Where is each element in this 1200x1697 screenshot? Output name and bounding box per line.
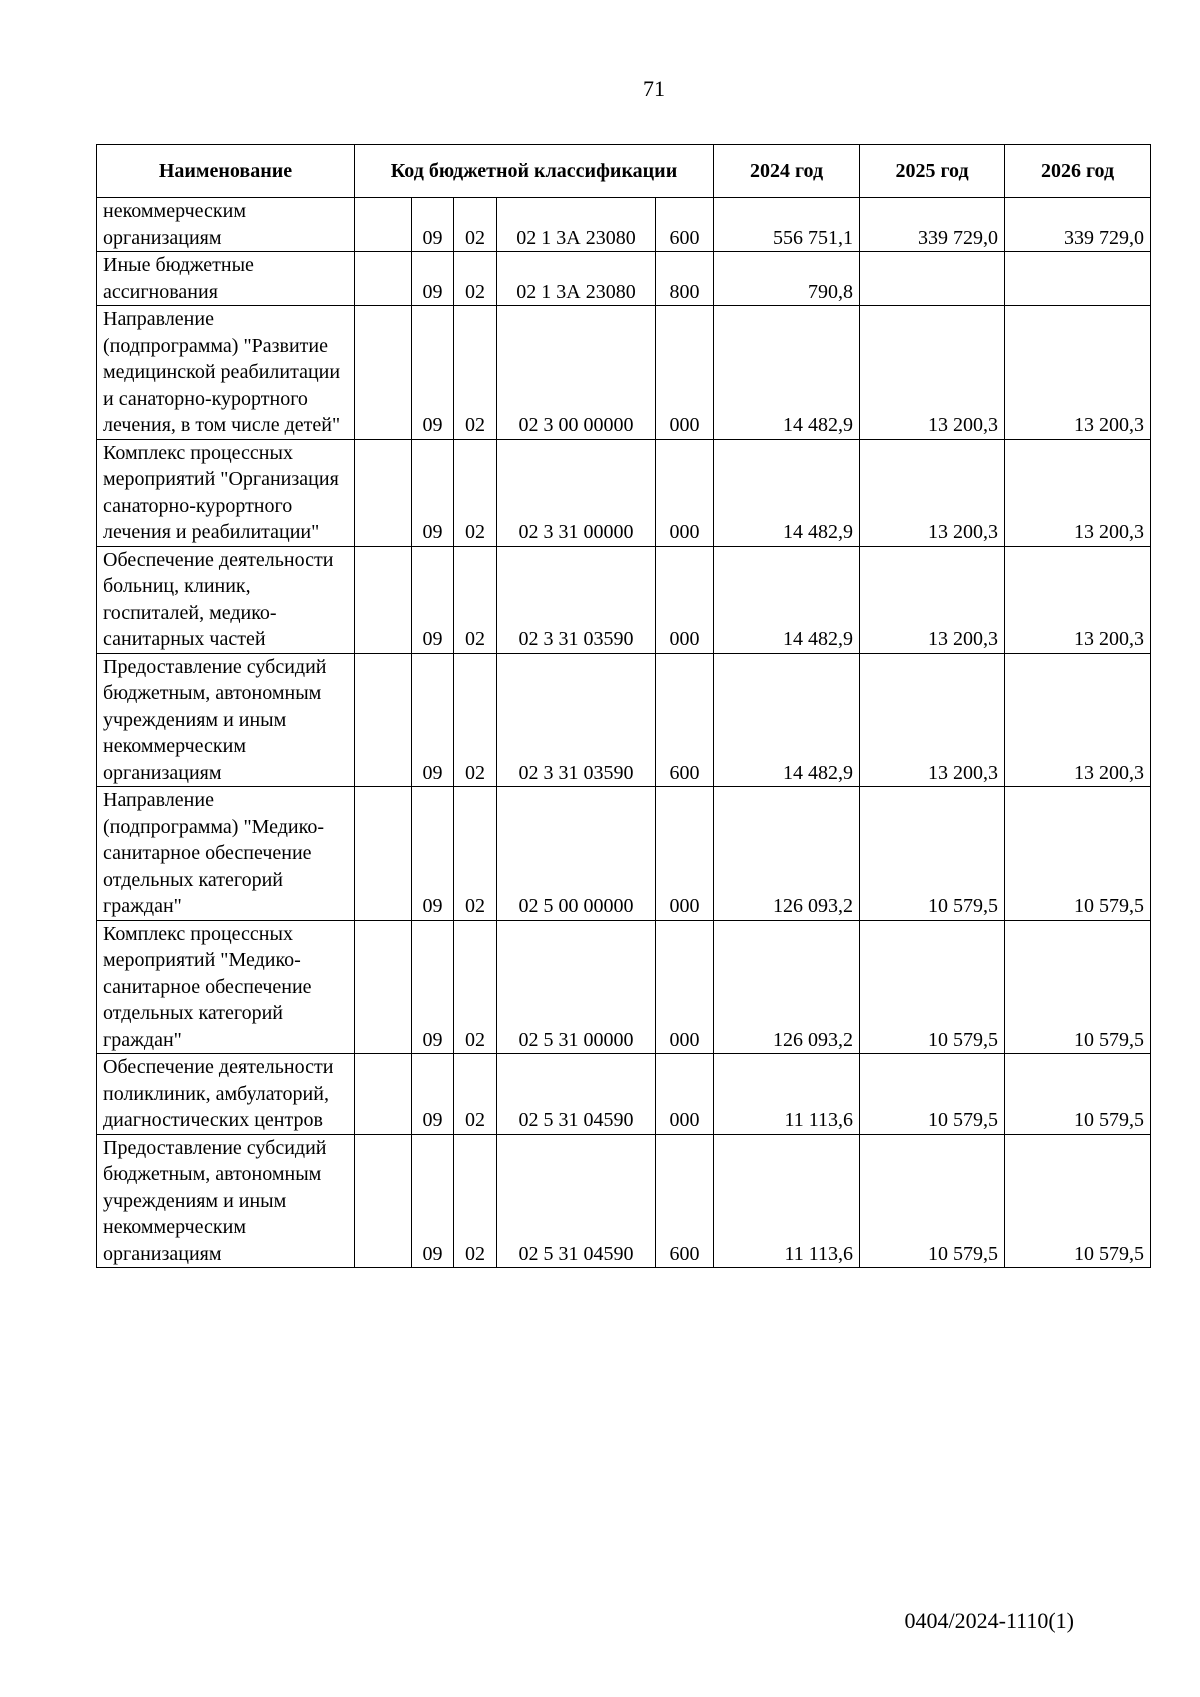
cell-section: 09 [412,306,454,440]
cell-expense-type: 000 [656,546,714,653]
cell-blank [355,1134,412,1268]
cell-value-2025: 13 200,3 [860,546,1005,653]
cell-expense-type: 000 [656,439,714,546]
cell-blank [355,787,412,921]
cell-expense-type: 000 [656,306,714,440]
cell-expense-type: 800 [656,252,714,306]
cell-value-2026: 13 200,3 [1005,439,1151,546]
cell-section: 09 [412,653,454,787]
budget-table [96,144,1151,1268]
cell-target-article: 02 3 31 03590 [497,546,656,653]
cell-section: 09 [412,546,454,653]
cell-value-2024: 126 093,2 [714,787,860,921]
cell-target-article: 02 5 00 00000 [497,787,656,921]
cell-name: некоммерческим организациям [97,198,355,252]
header-2026: 2026 год [1005,145,1151,198]
cell-blank [355,306,412,440]
cell-subsection: 02 [454,787,497,921]
cell-value-2025: 13 200,3 [860,653,1005,787]
cell-subsection: 02 [454,439,497,546]
cell-target-article: 02 3 31 00000 [497,439,656,546]
table-row [97,198,1151,252]
cell-section: 09 [412,198,454,252]
header-name: Наименование [97,145,355,198]
table-row [97,252,1151,306]
page-number: 71 [643,76,665,101]
cell-value-2024: 14 482,9 [714,546,860,653]
cell-value-2026: 10 579,5 [1005,1134,1151,1268]
cell-target-article: 02 3 00 00000 [497,306,656,440]
cell-subsection: 02 [454,920,497,1054]
table-row [97,653,1151,787]
cell-target-article: 02 5 31 00000 [497,920,656,1054]
table-body [97,198,1151,1268]
cell-blank [355,1054,412,1135]
cell-subsection: 02 [454,1054,497,1135]
cell-value-2025: 10 579,5 [860,1054,1005,1135]
cell-name: Комплекс процессных мероприятий "Организация санаторно-курортного лечения и реабилитации" [97,439,355,546]
cell-value-2024: 11 113,6 [714,1054,860,1135]
cell-value-2025: 10 579,5 [860,1134,1005,1268]
header-code: Код бюджетной классификации [355,145,714,198]
cell-value-2024: 14 482,9 [714,306,860,440]
cell-blank [355,439,412,546]
cell-target-article: 02 3 31 03590 [497,653,656,787]
cell-section: 09 [412,1054,454,1135]
cell-value-2026: 10 579,5 [1005,920,1151,1054]
cell-name: Направление (подпрограмма) "Медико-санитарное обеспечение отдельных категорий граждан" [97,787,355,921]
table-row [97,306,1151,440]
cell-value-2024: 790,8 [714,252,860,306]
cell-value-2025: 10 579,5 [860,787,1005,921]
cell-value-2026: 13 200,3 [1005,306,1151,440]
table-row [97,1054,1151,1135]
cell-value-2024: 556 751,1 [714,198,860,252]
cell-blank [355,252,412,306]
cell-name: Обеспечение деятельности поликлиник, амбулаторий, диагностических центров [97,1054,355,1135]
cell-value-2024: 126 093,2 [714,920,860,1054]
cell-value-2025 [860,252,1005,306]
cell-value-2026 [1005,252,1151,306]
cell-expense-type: 000 [656,920,714,1054]
cell-target-article: 02 1 3А 23080 [497,198,656,252]
cell-blank [355,920,412,1054]
cell-value-2024: 11 113,6 [714,1134,860,1268]
cell-blank [355,546,412,653]
header-2024: 2024 год [714,145,860,198]
table-header-row [97,145,1151,198]
cell-expense-type: 000 [656,787,714,921]
cell-section: 09 [412,787,454,921]
cell-value-2026: 339 729,0 [1005,198,1151,252]
cell-subsection: 02 [454,198,497,252]
cell-value-2024: 14 482,9 [714,439,860,546]
cell-target-article: 02 5 31 04590 [497,1134,656,1268]
cell-name: Иные бюджетные ассигнования [97,252,355,306]
cell-subsection: 02 [454,306,497,440]
cell-name: Предоставление субсидий бюджетным, автономным учреждениям и иным некоммерческим организациям [97,1134,355,1268]
cell-target-article: 02 1 3А 23080 [497,252,656,306]
cell-expense-type: 000 [656,1054,714,1135]
cell-blank [355,198,412,252]
table-row [97,1134,1151,1268]
cell-blank [355,653,412,787]
cell-section: 09 [412,439,454,546]
table-row [97,546,1151,653]
cell-name: Направление (подпрограмма) "Развитие медицинской реабилитации и санаторно-курортного лечения, в том числе детей" [97,306,355,440]
cell-value-2025: 10 579,5 [860,920,1005,1054]
document-code: 0404/2024-1110(1) [904,1608,1074,1633]
cell-subsection: 02 [454,546,497,653]
table-row [97,787,1151,921]
cell-subsection: 02 [454,1134,497,1268]
cell-section: 09 [412,920,454,1054]
cell-value-2026: 13 200,3 [1005,546,1151,653]
cell-subsection: 02 [454,252,497,306]
cell-expense-type: 600 [656,653,714,787]
cell-name: Комплекс процессных мероприятий "Медико-санитарное обеспечение отдельных категорий граждан" [97,920,355,1054]
table-row [97,439,1151,546]
cell-value-2025: 13 200,3 [860,439,1005,546]
cell-section: 09 [412,252,454,306]
cell-name: Предоставление субсидий бюджетным, автономным учреждениям и иным некоммерческим организациям [97,653,355,787]
cell-name: Обеспечение деятельности больниц, клиник, госпиталей, медико-санитарных частей [97,546,355,653]
cell-value-2026: 10 579,5 [1005,787,1151,921]
header-2025: 2025 год [860,145,1005,198]
cell-value-2025: 13 200,3 [860,306,1005,440]
cell-value-2026: 10 579,5 [1005,1054,1151,1135]
cell-target-article: 02 5 31 04590 [497,1054,656,1135]
table-row [97,920,1151,1054]
cell-value-2024: 14 482,9 [714,653,860,787]
cell-expense-type: 600 [656,198,714,252]
cell-value-2025: 339 729,0 [860,198,1005,252]
cell-section: 09 [412,1134,454,1268]
cell-value-2026: 13 200,3 [1005,653,1151,787]
cell-expense-type: 600 [656,1134,714,1268]
cell-subsection: 02 [454,653,497,787]
